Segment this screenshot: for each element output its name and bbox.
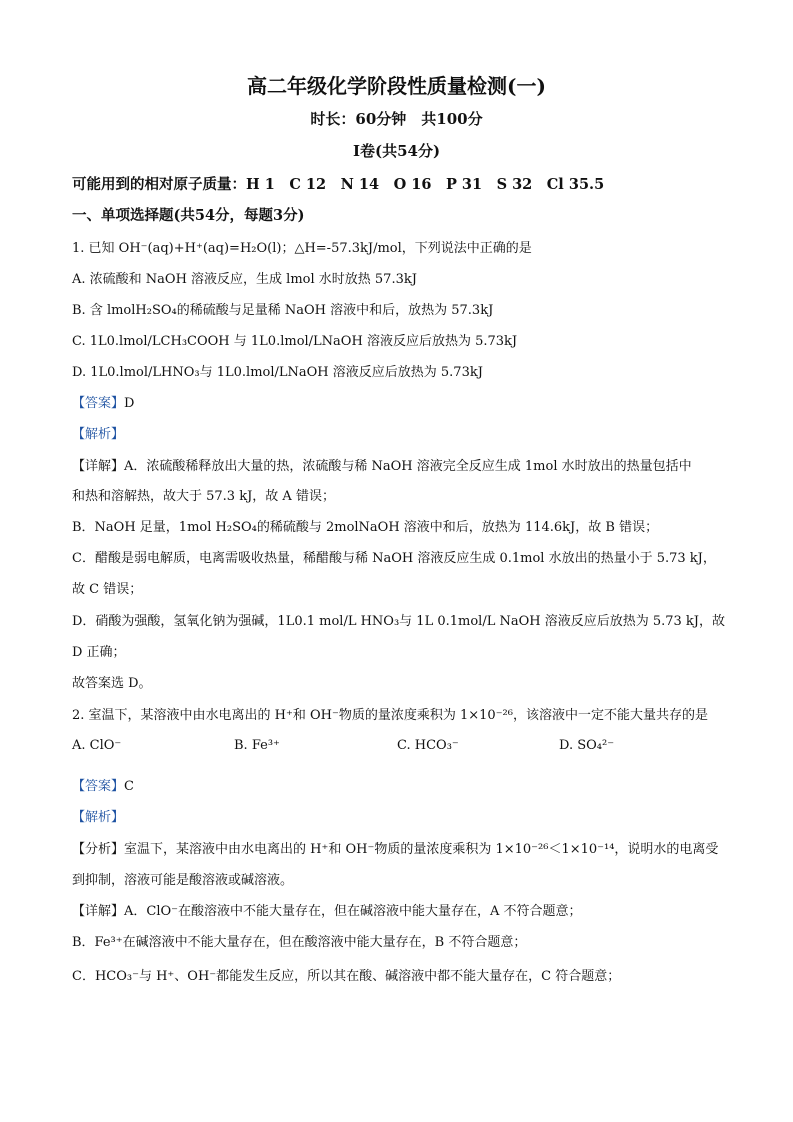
q2-answer [72,775,134,794]
q1-option-d: D. 1L0.lmol/LHNO₃与 1L0.lmol/LNaOH 溶液反应后放热为 5.73kJ [72,365,483,380]
q1-detail-3b: 故 C 错误； [72,582,143,597]
exam-duration: 时长：60分钟 共100分 [310,110,483,128]
q2-detail-2: B．Fe³⁺在碱溶液中不能大量存在，但在酸溶液中能大量存在，B 不符合题意； [72,935,527,950]
page-title: 高二年级化学阶段性质量检测(一) [247,74,546,98]
q1-option-b: B. 含 lmolH₂SO₄的稀硫酸与足量稀 NaOH 溶液中和后，放热为 57.3kJ [72,303,494,318]
q1-detail-1: 【详解】A．浓硫酸稀释放出大量的热，浓硫酸与稀 NaOH 溶液完全反应生成 1mol 水时放出的热量包括中 [72,459,692,474]
q2-options [72,738,732,758]
answer-tag: 【答案】 [72,779,125,794]
q1-detail-1b: 和热和溶解热，故大于 57.3 kJ，故 A 错误； [72,489,335,504]
volume-heading: I卷(共54分) [352,142,441,160]
q1-analysis-tag: 【解析】 [72,427,125,442]
q1-detail-2: B．NaOH 足量，1mol H₂SO₄的稀硫酸与 2molNaOH 溶液中和后，放热为 114.6kJ，故 B 错误； [72,520,659,535]
q2-option-a: A. ClO⁻ [72,738,122,753]
q2-detail-1: 【详解】A．ClO⁻在酸溶液中不能大量存在，但在碱溶液中能大量存在，A 不符合题意； [72,904,582,919]
q2-option-d: D. SO₄²⁻ [559,738,615,753]
q2-analysis-1b: 到抑制，溶液可能是酸溶液或碱溶液。 [72,873,294,888]
q2-analysis-1: 【分析】室温下，某溶液中由水电离出的 H⁺和 OH⁻物质的量浓度乘积为 1×10⁻²⁶＜1×10⁻¹⁴，说明水的电离受 [72,842,719,857]
q1-detail-3: C．醋酸是弱电解质，电离需吸收热量，稀醋酸与稀 NaOH 溶液反应生成 0.1mol 水放出的热量小于 5.73 kJ， [72,551,716,566]
q1-option-c: C. 1L0.lmol/LCH₃COOH 与 1L0.lmol/LNaOH 溶液反应后放热为 5.73kJ [72,334,518,349]
atomic-masses: 可能用到的相对原子质量：H 1 C 12 N 14 O 16 P 31 S 32 Cl 35.5 [72,176,605,193]
q1-detail-4b: D 正确； [72,645,126,660]
section-heading: 一、单项选择题(共54分，每题3分) [72,207,305,224]
q1-detail-4: D．硝酸为强酸，氢氧化钠为强碱，1L0.1 mol/L HNO₃与 1L 0.1mol/L NaOH 溶液反应后放热为 5.73 kJ，故 [72,614,726,629]
q1-answer [72,392,134,411]
q2-option-b: B. Fe³⁺ [234,738,280,753]
q2-detail-3: C．HCO₃⁻与 H⁺、OH⁻都能发生反应，所以其在酸、碱溶液中都不能大量存在，C 符合题意； [72,969,621,984]
q1-answer-value: D [124,396,135,411]
q2-answer-value: C [124,779,134,794]
q2-option-c: C. HCO₃⁻ [397,738,459,753]
q1-option-a: A. 浓硫酸和 NaOH 溶液反应，生成 lmol 水时放热 57.3kJ [72,272,417,287]
q2-stem: 2. 室温下，某溶液中由水电离出的 H⁺和 OH⁻物质的量浓度乘积为 1×10⁻²⁶，该溶液中一定不能大量共存的是 [72,708,708,723]
q2-analysis-tag: 【解析】 [72,810,125,825]
q1-stem: 1. 已知 OH⁻(aq)+H⁺(aq)=H₂O(l)；△H=-57.3kJ/mol，下列说法中正确的是 [72,241,532,256]
answer-tag: 【答案】 [72,396,125,411]
q1-conclusion: 故答案选 D。 [72,676,152,691]
